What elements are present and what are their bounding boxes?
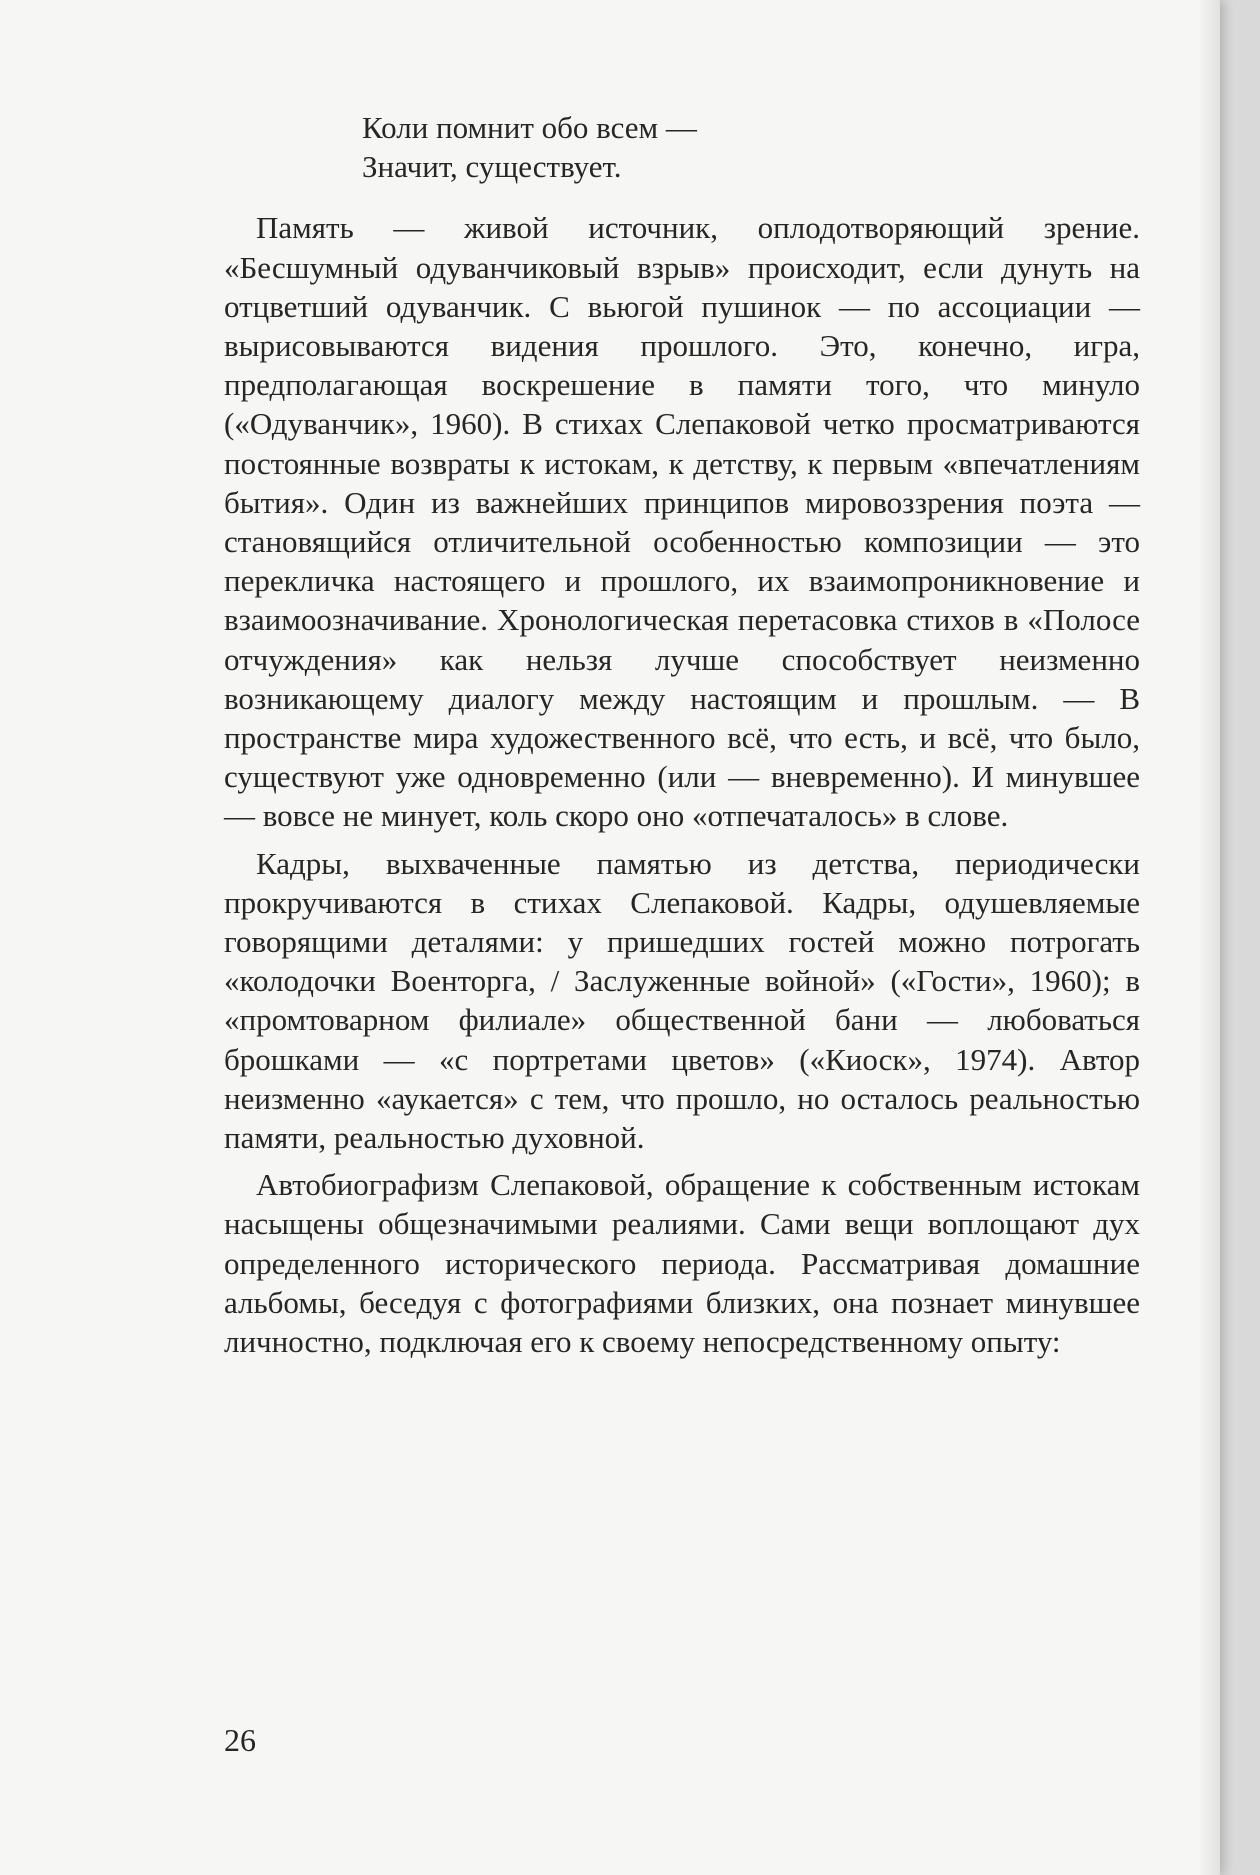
page-number: 26 — [224, 1722, 256, 1758]
page-edge-shadow — [1200, 0, 1220, 1875]
epigraph-line-1: Коли помнит обо всем — — [362, 110, 697, 145]
epigraph-line-2: Значит, существует. — [362, 149, 622, 185]
paragraph-frames: Кадры, выхваченные памятью из детства, периодически прокручиваются в стихах Слепаковой. Кадры, одушевляемые говорящими деталями: у пришедших гостей можно потрогать «колодочки Военторга, / Заслуженные войной» («Гости», 1960); в «промтоварном филиале» общественной бани — любоваться брошками — «с портретами цветов» («Киоск», 1974). Автор неизменно «аукается» с тем, что прошло, но осталось реальностью памяти, реальностью духовной. — [224, 845, 1140, 1156]
paragraph-autobiography: Автобиографизм Слепаковой, обращение к собственным истокам насыщены общезначимыми реалиями. Сами вещи воплощают дух определенного исторического периода. Рассматривая домашние альбомы, беседуя с фотографиями близких, она познает минувшее личностно, подключая его к своему непосредственному опыту: — [224, 1167, 1140, 1360]
epigraph — [362, 108, 1140, 186]
page-text — [224, 108, 1140, 1369]
paragraph-memory: Память — живой источник, оплодотворяющий зрение. «Бесшумный одуванчиковый взрыв» происходит, если дунуть на отцветший одуванчик. С вьюгой пушинок — по ассоциации — вырисовываются видения прошлого. Это, конечно, игра, предполагающая воскрешение в памяти того, что минуло («Одуванчик», 1960). В стихах Слепаковой четко просматриваются постоянные возвраты к истокам, к детству, к первым «впечатлениям бытия». Один из важнейших принципов мировоззрения поэта — становящийся отличительной особенностью композиции — это перекличка настоящего и прошлого, их взаимопроникновение и взаимоозначивание. Хронологическая перетасовка стихов в «Полосе отчуждения» как нельзя лучше способствует неизменно возникающему диалогу между настоящим и прошлым. — В пространстве мира художественного всё, что есть, и всё, что было, существуют уже одновременно (или — вневременно). И минувшее — вовсе не минует, коль скоро оно «отпечаталось» в слове. — [224, 210, 1140, 834]
